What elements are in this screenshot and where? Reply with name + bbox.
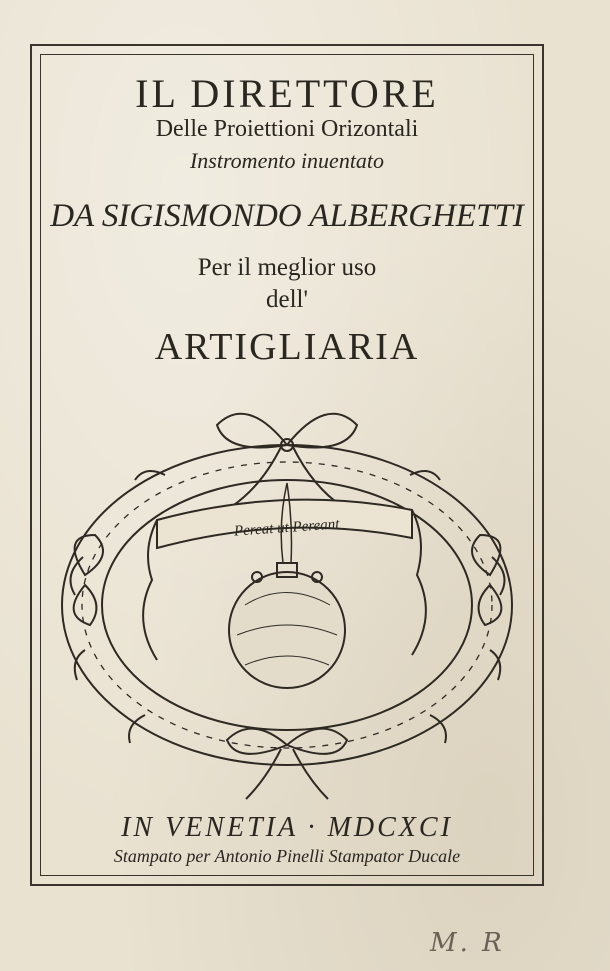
author-line: DA SIGISMONDO ALBERGHETTI	[50, 198, 524, 234]
subject-title: ARTIGLIARIA	[154, 326, 420, 368]
subtitle: Delle Proiettioni Orizontali	[155, 116, 419, 142]
imprint-line: IN VENETIA · MDCXCI	[121, 812, 453, 843]
printer-line: Stampato per Antonio Pinelli Stampator Ducale	[113, 846, 461, 866]
ribbon-bow-bottom-icon	[227, 729, 347, 799]
ribbon-bow-left-icon	[74, 535, 103, 625]
ribbon-bow-top-icon	[217, 414, 357, 507]
wreath-emblem-icon	[45, 385, 530, 805]
purpose-line-2: dell'	[266, 286, 308, 313]
motto-text: Pereat ut Pereant	[233, 516, 340, 540]
handwritten-note: M. R	[430, 928, 505, 958]
purpose-line: Per il meglior uso	[197, 254, 377, 281]
instrument-line: Instromento inuentato	[189, 148, 385, 173]
main-title: IL DIRETTORE	[135, 71, 439, 116]
